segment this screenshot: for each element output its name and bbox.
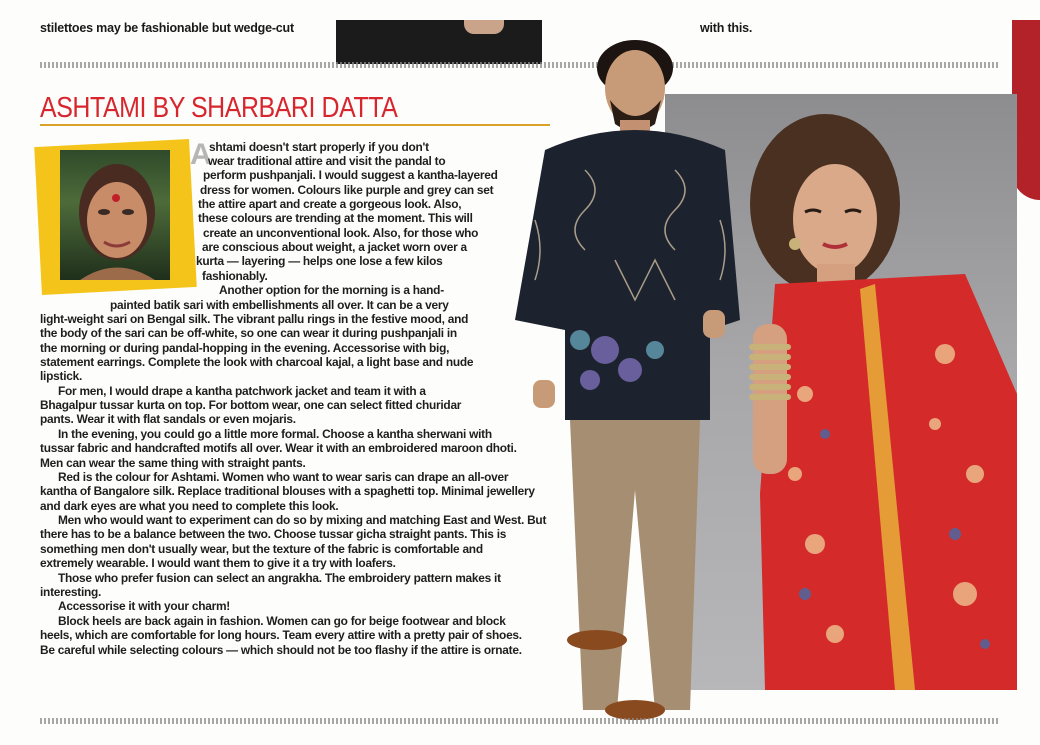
article-line: Men who would want to experiment can do so by mixing and matching East and West. But [58, 513, 547, 527]
article-line: extremely wearable. I would want them to give it a try with loafers. [40, 556, 396, 570]
article-line: perform pushpanjali. I would suggest a kantha-layered [203, 168, 498, 182]
article-line: interesting. [40, 585, 102, 599]
article-line: the morning or during pandal-hopping in the evening. Accessorise with big, [40, 341, 450, 355]
article-line: and dark eyes are what you need to complete this look. [40, 499, 339, 513]
article-line: Men can wear the same thing with straight pants. [40, 456, 306, 470]
article-line: shtami doesn't start properly if you don't [209, 140, 429, 154]
article-line: there has to be a balance between the two. Choose tussar gicha straight pants. This is [40, 527, 507, 541]
article-body [0, 0, 560, 690]
article-line: something men don't usually wear, but the texture of the fabric is comfortable and [40, 542, 483, 556]
article-headline: ASHTAMI BY SHARBARI DATTA [40, 92, 398, 124]
drop-cap: A [190, 138, 212, 171]
article-line: dress for women. Colours like purple and grey can set [200, 183, 494, 197]
top-left-text: stilettoes may be fashionable but wedge-cut [40, 21, 294, 35]
article-line: Block heels are back again in fashion. Women can go for beige footwear and block [58, 614, 506, 628]
article-line: In the evening, you could go a little more formal. Choose a kantha sherwani with [58, 427, 492, 441]
article-line: these colours are trending at the moment. This will [198, 211, 473, 225]
article-line: painted batik sari with embellishments all over. It can be a very [110, 298, 449, 312]
article-line: For men, I would drape a kantha patchwork jacket and team it with a [58, 384, 426, 398]
article-line: Those who prefer fusion can select an angrakha. The embroidery pattern makes it [58, 571, 501, 585]
article-line: Bhagalpur tussar kurta on top. For bottom wear, one can select fitted churidar [40, 398, 462, 412]
article-line: are conscious about weight, a jacket worn over a [202, 240, 467, 254]
article-line: Another option for the morning is a hand- [219, 283, 444, 297]
article-line: Red is the colour for Ashtami. Women who want to wear saris can drape an all-over [58, 470, 509, 484]
article-line: Accessorise it with your charm! [58, 599, 230, 613]
article-line: statement earrings. Complete the look with charcoal kajal, a light base and nude [40, 355, 474, 369]
top-right-text: with this. [700, 21, 753, 35]
article-line: create an unconventional look. Also, for those who [203, 226, 479, 240]
article-line: kurta — layering — helps one lose a few kilos [196, 254, 443, 268]
article-line: Be careful while selecting colours — which should not be too flashy if the attire is ornate. [40, 643, 522, 657]
article-line: wear traditional attire and visit the pandal to [208, 154, 446, 168]
divider-bottom [40, 718, 1000, 724]
article-line: tussar fabric and handcrafted motifs all over. Wear it with an embroidered maroon dhoti. [40, 441, 517, 455]
male-model-figure [505, 20, 753, 725]
article-line: light-weight sari on Bengal silk. The vibrant pallu rings in the festive mood, and [40, 312, 469, 326]
article-line: heels, which are comfortable for long hours. Team every attire with a pretty pair of shoes. [40, 628, 522, 642]
article-line: the attire apart and create a gorgeous look. Also, [198, 197, 462, 211]
article-line: the body of the sari can be off-white, so one can wear it during pushpanjali in [40, 326, 457, 340]
article-line: lipstick. [40, 369, 83, 383]
article-line: pants. Wear it with flat sandals or even mojaris. [40, 412, 296, 426]
article-line: fashionably. [202, 269, 268, 283]
article-line: kantha of Bangalore silk. Replace traditional blouses with a spaghetti top. Minimal jewellery [40, 484, 535, 498]
